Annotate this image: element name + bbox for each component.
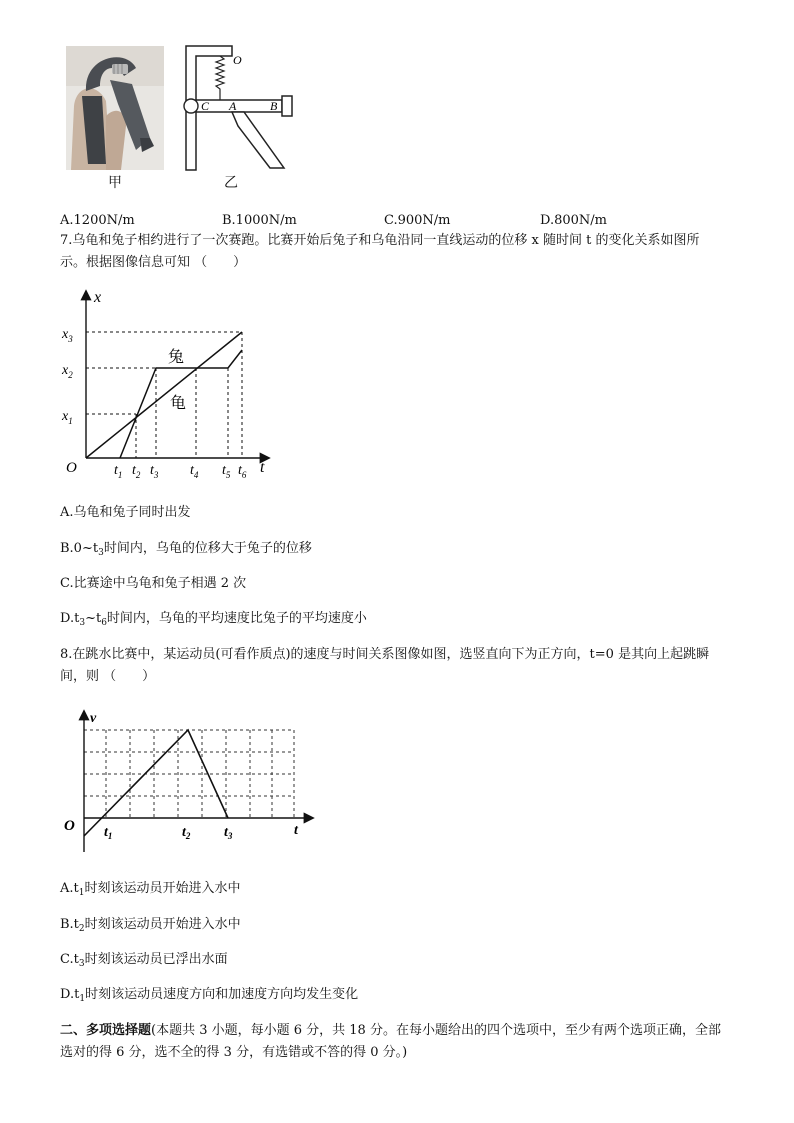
q6-options: [60, 212, 740, 230]
q8-velocity-line: [84, 730, 228, 836]
q7-option-b-pre: B.0~t: [60, 541, 99, 556]
section2-title: 二、多项选择题: [60, 1023, 152, 1038]
q7-option-b-sub: 3: [98, 548, 104, 558]
q7-option-d-sub2: 6: [101, 618, 107, 628]
section2-text-line2: 选对的得 6 分，选不全的得 3 分，有选错或不答的得 0 分。): [60, 1045, 408, 1060]
q7-origin-label: O: [66, 460, 77, 476]
q8-option-c-sub: 3: [78, 959, 85, 969]
q6-option-b[interactable]: B.1000N/m: [222, 213, 297, 228]
q8-stem-line2: 间，则 （ ）: [60, 669, 156, 684]
q6-option-a[interactable]: A.1200N/m: [60, 213, 135, 228]
q8-option-b-pre: B.t: [60, 917, 79, 932]
q7-option-a[interactable]: A.乌龟和兔子同时出发: [60, 505, 191, 520]
section2-text-line1: (本题共 3 小题，每小题 6 分，共 18 分。在每小题给出的四个选项中，至少有两个选项正确，全部: [151, 1023, 721, 1038]
figure-jia: [66, 46, 164, 170]
q7-ttick-t6: $t_6$: [238, 463, 247, 480]
q8-t-axis-label: t: [294, 823, 298, 838]
q8-velocity-time-graph: [60, 706, 320, 856]
spring-lever-diagram: [178, 44, 300, 174]
label-A: A: [229, 99, 237, 113]
q8-option-a-pre: A.t: [60, 881, 79, 896]
q8-option-d-post: 时刻该运动员速度方向和加速度方向均发生变化: [85, 987, 359, 1002]
figure-yi: [178, 44, 300, 174]
q8-option-b-post: 时刻该运动员开始进入水中: [84, 917, 241, 932]
label-O: O: [233, 53, 242, 67]
q8-option-c-post: 时刻该运动员已浮出水面: [84, 952, 228, 967]
q8-v-axis-label: v: [90, 711, 97, 726]
q7-ytick-x3: $x_3$: [62, 327, 73, 344]
q8-graph: [60, 706, 320, 856]
q7-ttick-t1: $t_1$: [114, 463, 123, 480]
q7-option-d-sub1: 3: [79, 618, 86, 628]
turtle-line: [86, 332, 242, 458]
q8-option-d-pre: D.t: [60, 987, 80, 1002]
caption-jia: 甲: [108, 175, 122, 191]
q6-option-c[interactable]: C.900N/m: [384, 213, 451, 228]
q8-option-a-sub: 1: [78, 888, 85, 898]
q7-stem-line1: 7.乌龟和兔子相约进行了一次赛跑。比赛开始后兔子和乌龟沿同一直线运动的位移 x 随时间 t 的变化关系如图所: [60, 233, 700, 248]
q7-option-d-pre: D.t: [60, 611, 80, 626]
caption-yi: 乙: [224, 175, 238, 191]
q8-option-b-sub: 2: [78, 924, 85, 934]
q7-x-axis-label: x: [94, 289, 102, 306]
q7-option-d[interactable]: [60, 610, 367, 632]
q7-ttick-t5: $t_5$: [222, 463, 231, 480]
q8-option-d-sub: 1: [79, 994, 86, 1004]
q7-option-c[interactable]: C.比赛途中乌龟和兔子相遇 2 次: [60, 576, 247, 591]
q7-stem-line2: 示。根据图像信息可知 （ ）: [60, 255, 247, 270]
hand-grip-photo: [66, 46, 164, 170]
q8-option-c[interactable]: [60, 951, 228, 973]
q7-ytick-x1: $x_1$: [62, 409, 73, 426]
q8-option-d[interactable]: [60, 986, 358, 1008]
q8-option-a[interactable]: [60, 880, 241, 902]
q6-option-d[interactable]: D.800N/m: [540, 213, 607, 228]
q8-ttick-t3: $t_3$: [224, 825, 233, 841]
q7-ttick-t3: $t_3$: [150, 463, 159, 480]
q7-turtle-label: 龟: [170, 395, 187, 412]
q7-graph: [58, 284, 288, 484]
q7-option-d-post: 时间内，乌龟的平均速度比兔子的平均速度小: [106, 611, 367, 626]
q7-rabbit-label: 兔: [168, 349, 185, 366]
section2-line1: [60, 1022, 721, 1040]
q7-option-d-mid: ~t: [85, 611, 102, 626]
q7-ttick-t2: $t_2$: [132, 463, 141, 480]
q8-ttick-t1: $t_1$: [104, 825, 113, 841]
q8-option-c-pre: C.t: [60, 952, 79, 967]
q8-option-a-post: 时刻该运动员开始进入水中: [84, 881, 241, 896]
q8-option-b[interactable]: [60, 916, 241, 938]
q8-stem-line1: 8.在跳水比赛中，某运动员(可看作质点)的速度与时间关系图像如图，选竖直向下为正方向，t=0 是其向上起跳瞬: [60, 647, 710, 662]
label-C: C: [201, 99, 210, 113]
q7-t-axis-label: t: [260, 459, 265, 476]
q7-option-b-post: 时间内，乌龟的位移大于兔子的位移: [103, 541, 312, 556]
q7-position-time-graph: [58, 284, 288, 484]
label-B: B: [270, 99, 278, 113]
q8-ttick-t2: $t_2$: [182, 825, 191, 841]
q8-origin-label: O: [64, 818, 75, 834]
q7-ytick-x2: $x_2$: [62, 363, 73, 380]
q7-ttick-t4: $t_4$: [190, 463, 199, 480]
q7-option-b[interactable]: [60, 540, 312, 562]
